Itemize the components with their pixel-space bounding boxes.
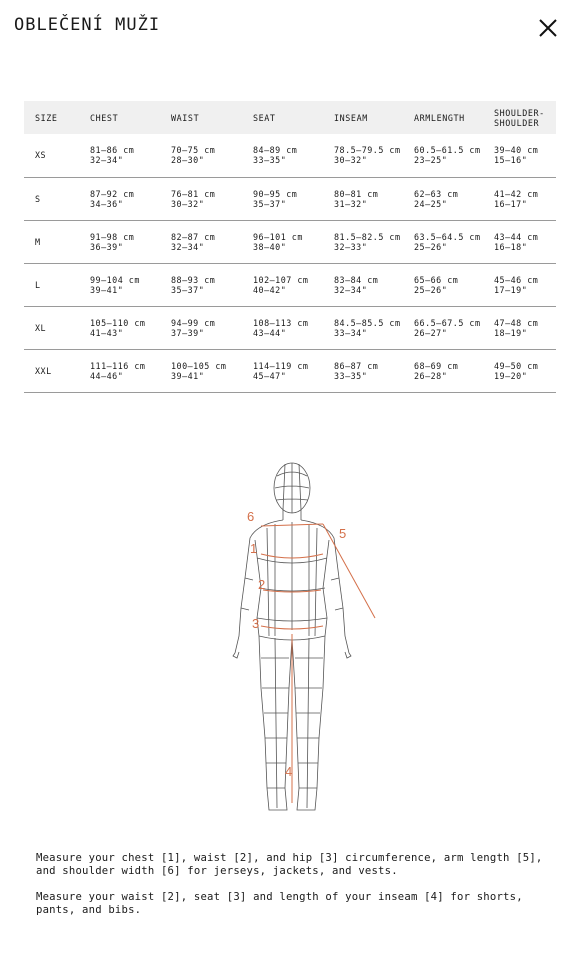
measurement-cell — [414, 349, 494, 392]
size-label — [24, 177, 90, 220]
table-header-row — [24, 101, 556, 134]
measurement-cell — [334, 349, 414, 392]
body-measurement-figure — [195, 458, 390, 818]
cell-text: 37–39" — [171, 327, 205, 338]
size-label — [24, 349, 90, 392]
cell-text: 44–46" — [90, 370, 124, 381]
measurement-cell — [171, 134, 253, 177]
column-header-text: CHEST — [90, 112, 119, 123]
cell-text: 32–34" — [90, 155, 124, 166]
measurement-cell — [414, 220, 494, 263]
measurement-cell — [171, 349, 253, 392]
measurement-cell — [253, 263, 334, 306]
mannequin-illustration — [195, 458, 390, 818]
measure-label-1: 1 — [250, 541, 258, 556]
cell-text: 36–39" — [90, 241, 124, 252]
cell-text: 30–32" — [334, 155, 368, 166]
cell-text: 26–27" — [414, 327, 448, 338]
cell-text: 17–19" — [494, 284, 528, 295]
cell-text: 39–41" — [171, 370, 205, 381]
cell-text: 81–86 cm — [90, 145, 135, 156]
measurement-cell — [414, 177, 494, 220]
page-title: OBLEČENÍ MUŽI — [14, 15, 161, 35]
cell-text: 31–32" — [334, 198, 368, 209]
column-header — [171, 101, 253, 134]
cell-text: 24–25" — [414, 198, 448, 209]
cell-text: 15–16" — [494, 155, 528, 166]
measurement-cell — [90, 306, 171, 349]
cell-text: 16–17" — [494, 198, 528, 209]
cell-text: 30–32" — [171, 198, 205, 209]
size-label — [24, 263, 90, 306]
cell-text: 94–99 cm — [171, 317, 216, 328]
cell-text: 33–34" — [334, 327, 368, 338]
measurement-cell — [334, 134, 414, 177]
cell-text: 45–46 cm — [494, 274, 539, 285]
cell-text: XL — [35, 322, 47, 333]
cell-text: 23–25" — [414, 155, 448, 166]
cell-text: 43–44 cm — [494, 231, 539, 242]
table-row — [24, 220, 556, 263]
cell-text: 80–81 cm — [334, 188, 379, 199]
column-header-text: SIZE — [35, 112, 58, 123]
cell-text: 38–40" — [253, 241, 287, 252]
cell-text: 84–89 cm — [253, 145, 298, 156]
column-header-text: SEAT — [253, 112, 276, 123]
cell-text: 26–28" — [414, 370, 448, 381]
measurement-instructions — [36, 852, 546, 930]
cell-text: 78.5–79.5 cm — [334, 145, 401, 156]
cell-text: 32–34" — [171, 241, 205, 252]
close-button[interactable] — [536, 16, 560, 40]
cell-text: 25–26" — [414, 284, 448, 295]
cell-text: 39–41" — [90, 284, 124, 295]
column-header — [414, 101, 494, 134]
measurement-cell — [90, 177, 171, 220]
table-row — [24, 263, 556, 306]
measure-label-3: 3 — [252, 616, 260, 631]
measurement-cell — [334, 263, 414, 306]
measurement-cell — [334, 177, 414, 220]
cell-text: 62–63 cm — [414, 188, 459, 199]
measurement-cell — [90, 220, 171, 263]
cell-text: 91–98 cm — [90, 231, 135, 242]
cell-text: 39–40 cm — [494, 145, 539, 156]
column-header-text: SHOULDER- — [494, 107, 545, 118]
cell-text: 25–26" — [414, 241, 448, 252]
cell-text: 114–119 cm — [253, 360, 309, 371]
measurement-cell — [171, 263, 253, 306]
cell-text: 87–92 cm — [90, 188, 135, 199]
measure-label-5: 5 — [339, 526, 347, 541]
cell-text: M — [35, 236, 41, 247]
measurement-cell — [494, 263, 556, 306]
measurement-cell — [253, 134, 334, 177]
measurement-cell — [171, 306, 253, 349]
cell-text: 49–50 cm — [494, 360, 539, 371]
cell-text: 16–18" — [494, 241, 528, 252]
cell-text: 76–81 cm — [171, 188, 216, 199]
column-header-text: ARMLENGTH — [414, 112, 465, 123]
measurement-cell — [90, 263, 171, 306]
measurement-cell — [414, 263, 494, 306]
cell-text: 68–69 cm — [414, 360, 459, 371]
measurement-cell — [494, 306, 556, 349]
column-header-text: WAIST — [171, 112, 200, 123]
instruction-tops: Measure your chest [1], waist [2], and hip [3] circumference, arm length [5], and shoulder width [6] for jerseys, jackets, and vests. — [36, 852, 543, 877]
cell-text: 33–35" — [253, 155, 287, 166]
cell-text: 43–44" — [253, 327, 287, 338]
cell-text: 41–43" — [90, 327, 124, 338]
table-row — [24, 306, 556, 349]
measurement-cell — [414, 134, 494, 177]
cell-text: 82–87 cm — [171, 231, 216, 242]
cell-text: 81.5–82.5 cm — [334, 231, 401, 242]
measurement-cell — [494, 134, 556, 177]
measurement-cell — [494, 177, 556, 220]
column-header — [334, 101, 414, 134]
cell-text: 108–113 cm — [253, 317, 309, 328]
measurement-cell — [414, 306, 494, 349]
column-header — [253, 101, 334, 134]
cell-text: 18–19" — [494, 327, 528, 338]
cell-text: 47–48 cm — [494, 317, 539, 328]
cell-text: 45–47" — [253, 370, 287, 381]
measurement-cell — [90, 349, 171, 392]
cell-text: XXL — [35, 365, 52, 376]
table-row — [24, 134, 556, 177]
size-label — [24, 134, 90, 177]
cell-text: 102–107 cm — [253, 274, 309, 285]
measurement-cell — [494, 349, 556, 392]
instruction-bottoms: Measure your waist [2], seat [3] and length of your inseam [4] for shorts, pants, and bibs. — [36, 891, 523, 916]
cell-text: XS — [35, 150, 47, 161]
cell-text: 86–87 cm — [334, 360, 379, 371]
measurement-labels — [247, 509, 346, 779]
cell-text: 96–101 cm — [253, 231, 303, 242]
measurement-cell — [171, 177, 253, 220]
table-row — [24, 349, 556, 392]
arm-length-guide — [323, 524, 375, 618]
size-label — [24, 306, 90, 349]
measure-label-2: 2 — [258, 577, 266, 592]
measurement-cell — [334, 220, 414, 263]
column-header — [90, 101, 171, 134]
measurement-cell — [253, 306, 334, 349]
cell-text: 65–66 cm — [414, 274, 459, 285]
measurement-cell — [253, 349, 334, 392]
measurement-cell — [171, 220, 253, 263]
column-header-text: SHOULDER — [494, 117, 540, 128]
cell-text: 111–116 cm — [90, 360, 146, 371]
column-header — [24, 101, 90, 134]
cell-text: 83–84 cm — [334, 274, 379, 285]
cell-text: 41–42 cm — [494, 188, 539, 199]
cell-text: 40–42" — [253, 284, 287, 295]
cell-text: 60.5–61.5 cm — [414, 145, 481, 156]
measurement-cell — [494, 220, 556, 263]
size-chart-table — [24, 101, 556, 393]
cell-text: 35–37" — [171, 284, 205, 295]
cell-text: 32–34" — [334, 284, 368, 295]
cell-text: 70–75 cm — [171, 145, 216, 156]
cell-text: 99–104 cm — [90, 274, 140, 285]
column-header — [494, 101, 556, 134]
cell-text: 33–35" — [334, 370, 368, 381]
cell-text: 66.5–67.5 cm — [414, 317, 481, 328]
size-label — [24, 220, 90, 263]
measure-label-4: 4 — [285, 764, 293, 779]
cell-text: L — [35, 279, 41, 290]
cell-text: 28–30" — [171, 155, 205, 166]
cell-text: S — [35, 193, 41, 204]
cell-text: 100–105 cm — [171, 360, 227, 371]
cell-text: 19–20" — [494, 370, 528, 381]
table-row — [24, 177, 556, 220]
measurement-cell — [334, 306, 414, 349]
cell-text: 84.5–85.5 cm — [334, 317, 401, 328]
measurement-cell — [90, 134, 171, 177]
cell-text: 88–93 cm — [171, 274, 216, 285]
measurement-cell — [253, 220, 334, 263]
cell-text: 34–36" — [90, 198, 124, 209]
column-header-text: INSEAM — [334, 112, 368, 123]
cell-text: 105–110 cm — [90, 317, 146, 328]
close-icon[interactable] — [536, 16, 560, 40]
cell-text: 63.5–64.5 cm — [414, 231, 481, 242]
cell-text: 35–37" — [253, 198, 287, 209]
measure-label-6: 6 — [247, 509, 255, 524]
cell-text: 32–33" — [334, 241, 368, 252]
cell-text: 90–95 cm — [253, 188, 298, 199]
measurement-cell — [253, 177, 334, 220]
